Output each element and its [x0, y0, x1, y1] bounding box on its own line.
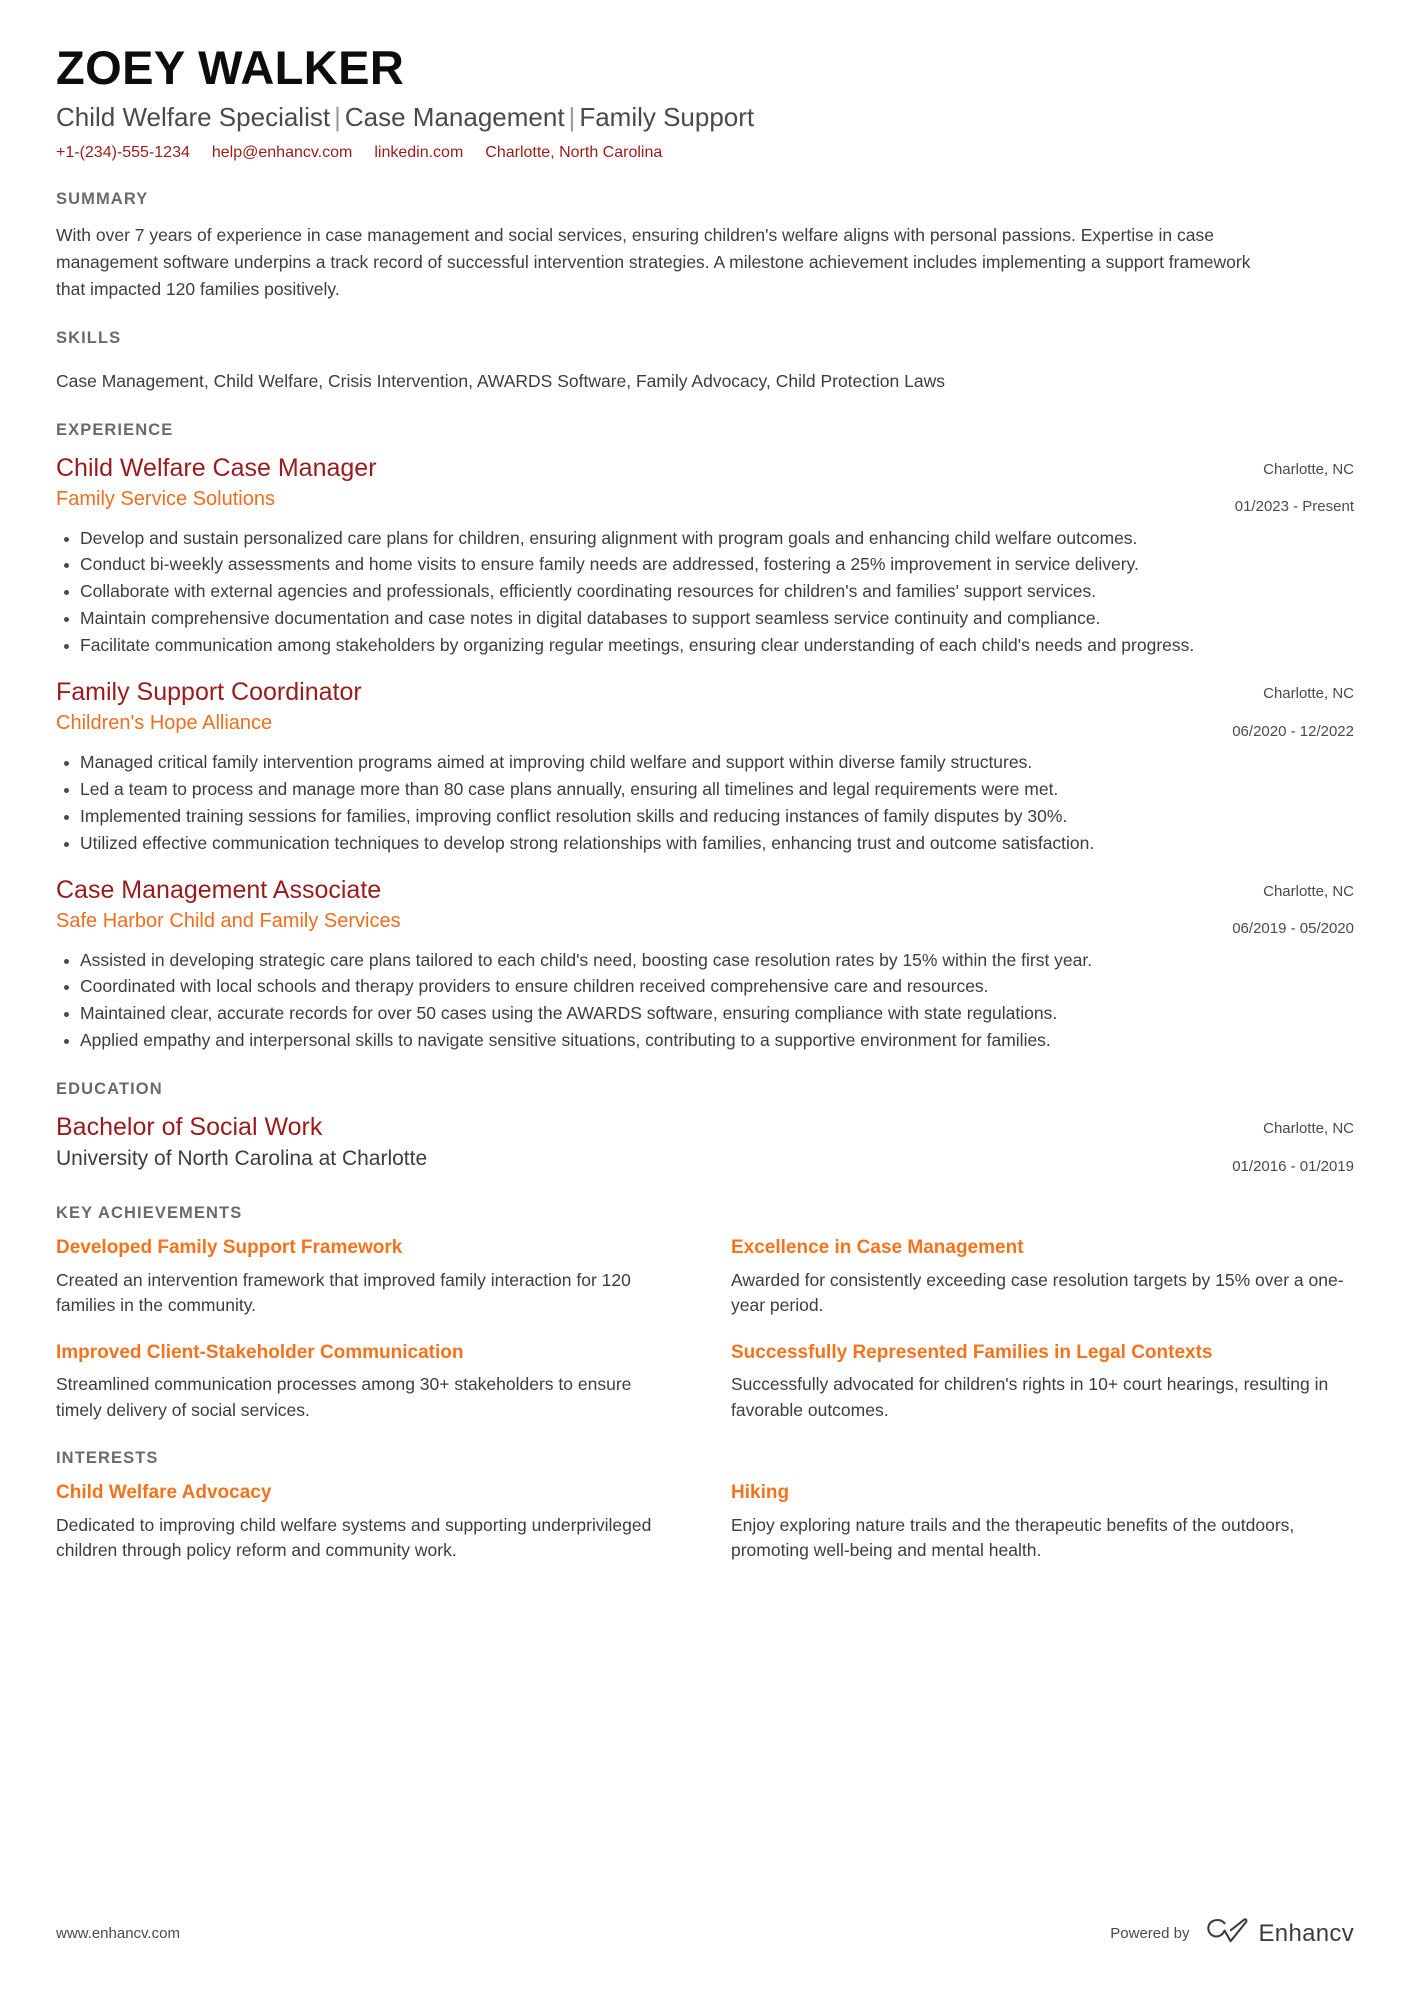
job-bullets [56, 750, 1354, 857]
interest-title: Child Welfare Advocacy [56, 1482, 272, 1503]
job-title: Family Support Coordinator [56, 678, 362, 706]
headline-part-2: Case Management [344, 101, 565, 132]
school-location: Charlotte, NC [1263, 1120, 1354, 1138]
job-bullet: Conduct bi-weekly assessments and home visits to ensure family needs are addressed, fostering a 25% improvement in service delivery. [56, 552, 1354, 578]
job-bullet: Implemented training sessions for families, improving conflict resolution skills and reducing instances of family disputes by 30%. [56, 804, 1354, 830]
section-title-education: EDUCATION [56, 1080, 163, 1099]
achievement-text: Streamlined communication processes among 30+ stakeholders to ensure timely delivery of social services. [56, 1374, 632, 1420]
job-bullet: Applied empathy and interpersonal skills to navigate sensitive situations, contributing to a supportive environment for families. [56, 1028, 1354, 1054]
job-bullet: Facilitate communication among stakeholders by organizing regular meetings, ensuring clear understanding of each child's needs and progress. [56, 633, 1354, 659]
candidate-name: ZOEY WALKER [56, 41, 405, 94]
job-title: Case Management Associate [56, 875, 382, 904]
candidate-headline [56, 101, 1354, 134]
headline-part-1: Child Welfare Specialist [56, 101, 331, 132]
achievement-text: Successfully advocated for children's rights in 10+ court hearings, resulting in favorable outcomes. [731, 1374, 1329, 1420]
section-summary [56, 190, 1354, 303]
section-interests [56, 1449, 1354, 1563]
experience-entry [56, 875, 1354, 1055]
job-location: Charlotte, NC [1263, 685, 1354, 702]
achievement-title: Successfully Represented Families in Legal Contexts [731, 1341, 1213, 1363]
enhancv-brand [1206, 1918, 1355, 1949]
section-experience [56, 421, 1354, 1055]
interest-card [56, 1481, 679, 1563]
contact-location: Charlotte, North Carolina [485, 144, 663, 162]
contact-list [56, 143, 1354, 164]
section-title-interests: INTERESTS [56, 1449, 159, 1467]
interest-text: Dedicated to improving child welfare systems and supporting underprivileged children through policy reform and community work. [56, 1514, 652, 1561]
achievement-text: Created an intervention framework that improved family interaction for 120 families in the community. [56, 1269, 631, 1316]
experience-entry-left [56, 875, 1232, 934]
enhancv-logo-icon [1206, 1918, 1250, 1949]
job-location: Charlotte, NC [1263, 882, 1354, 900]
job-location: Charlotte, NC [1263, 460, 1354, 478]
interests-grid [56, 1481, 1354, 1563]
headline-separator-icon: | [568, 101, 576, 132]
page-footer [56, 1918, 1354, 1949]
experience-entry [56, 453, 1354, 659]
footer-brand-area [1110, 1918, 1354, 1949]
interest-card [731, 1481, 1354, 1563]
company-name: Family Service Solutions [56, 487, 275, 510]
interest-text: Enjoy exploring nature trails and the therapeutic benefits of the outdoors, promoting well-being and mental health. [731, 1514, 1295, 1561]
achievement-card [731, 1341, 1354, 1423]
achievement-card [731, 1236, 1354, 1318]
section-key-achievements [56, 1204, 1354, 1423]
interest-title: Hiking [731, 1482, 790, 1503]
job-bullets [56, 526, 1354, 659]
education-entry-meta [1232, 1112, 1354, 1178]
job-bullet: Coordinated with local schools and therapy providers to ensure children received comprehensive care and resources. [56, 974, 1354, 1000]
headline-part-3: Family Support [579, 101, 755, 132]
achievement-text: Awarded for consistently exceeding case resolution targets by 15% over a one-year period. [731, 1269, 1344, 1316]
achievement-card [56, 1236, 679, 1318]
achievement-title: Improved Client-Stakeholder Communication [56, 1341, 464, 1363]
experience-entry-meta [1235, 453, 1354, 519]
job-bullet: Maintained clear, accurate records for over 50 cases using the AWARDS software, ensuring compliance with state regulations. [56, 1001, 1354, 1027]
resume-header [56, 42, 1354, 164]
degree-name: Bachelor of Social Work [56, 1113, 323, 1142]
job-bullet: Led a team to process and manage more than 80 case plans annually, ensuring all timelines and legal requirements were met. [56, 777, 1354, 803]
enhancv-wordmark: Enhancv [1258, 1919, 1354, 1947]
education-entry [56, 1112, 1354, 1178]
powered-by-label: Powered by [1110, 1925, 1190, 1942]
section-title-experience: EXPERIENCE [56, 420, 174, 439]
skills-list: Case Management, Child Welfare, Crisis Intervention, AWARDS Software, Family Advocacy, Child Protection Laws [56, 371, 945, 392]
contact-phone[interactable]: +1-(234)-555-1234 [56, 144, 190, 162]
job-bullet: Maintain comprehensive documentation and case notes in digital databases to support seamless service continuity and compliance. [56, 606, 1354, 632]
job-bullet: Utilized effective communication techniques to develop strong relationships with families, enhancing trust and outcome satisfaction. [56, 831, 1354, 857]
company-name: Safe Harbor Child and Family Services [56, 909, 401, 932]
achievement-title: Developed Family Support Framework [56, 1237, 403, 1259]
job-bullet: Develop and sustain personalized care plans for children, ensuring alignment with program goals and enhancing child welfare outcomes. [56, 526, 1354, 552]
contact-email[interactable]: help@enhancv.com [211, 144, 353, 162]
footer-url[interactable]: www.enhancv.com [56, 1925, 180, 1942]
job-dates: 06/2019 - 05/2020 [1232, 920, 1354, 938]
job-bullet: Collaborate with external agencies and professionals, efficiently coordinating resources for children's and families' support services. [56, 579, 1354, 605]
section-skills [56, 329, 1354, 394]
achievement-card [56, 1341, 679, 1423]
achievement-title: Excellence in Case Management [731, 1237, 1024, 1259]
experience-entry-header [56, 677, 1354, 743]
experience-entry [56, 677, 1354, 857]
section-education [56, 1080, 1354, 1178]
achievements-grid [56, 1236, 1354, 1423]
job-bullets [56, 948, 1354, 1055]
headline-separator-icon: | [334, 101, 341, 132]
school-name: University of North Carolina at Charlotte [56, 1147, 428, 1171]
education-entry-left [56, 1112, 1232, 1173]
contact-linkedin[interactable]: linkedin.com [374, 144, 464, 162]
experience-entry-left [56, 453, 1235, 512]
experience-entry-header [56, 875, 1354, 941]
job-bullet: Assisted in developing strategic care plans tailored to each child's need, boosting case resolution rates by 15% within the first year. [56, 948, 1354, 974]
job-bullet: Managed critical family intervention programs aimed at improving child welfare and support within diverse family structures. [56, 750, 1354, 776]
job-dates: 01/2023 - Present [1234, 498, 1354, 516]
section-title-summary: SUMMARY [56, 189, 149, 208]
section-title-key-achievements: KEY ACHIEVEMENTS [56, 1204, 243, 1223]
education-entry-header [56, 1112, 1354, 1178]
summary-text: With over 7 years of experience in case management and social services, ensuring children's welfare aligns with personal passions. Expertise in case management software underpins a track record of successful intervention strategies. A milestone achievement includes implementing a support framework that impacted 120 families positively. [56, 224, 1251, 300]
section-title-skills: SKILLS [56, 329, 122, 348]
experience-entry-left [56, 677, 1232, 736]
experience-entry-header [56, 453, 1354, 519]
experience-entry-meta [1232, 677, 1354, 743]
job-title: Child Welfare Case Manager [56, 453, 377, 482]
job-dates: 06/2020 - 12/2022 [1232, 722, 1354, 740]
experience-entry-meta [1232, 875, 1354, 941]
company-name: Children's Hope Alliance [56, 712, 273, 735]
school-dates: 01/2016 - 01/2019 [1232, 1157, 1354, 1175]
